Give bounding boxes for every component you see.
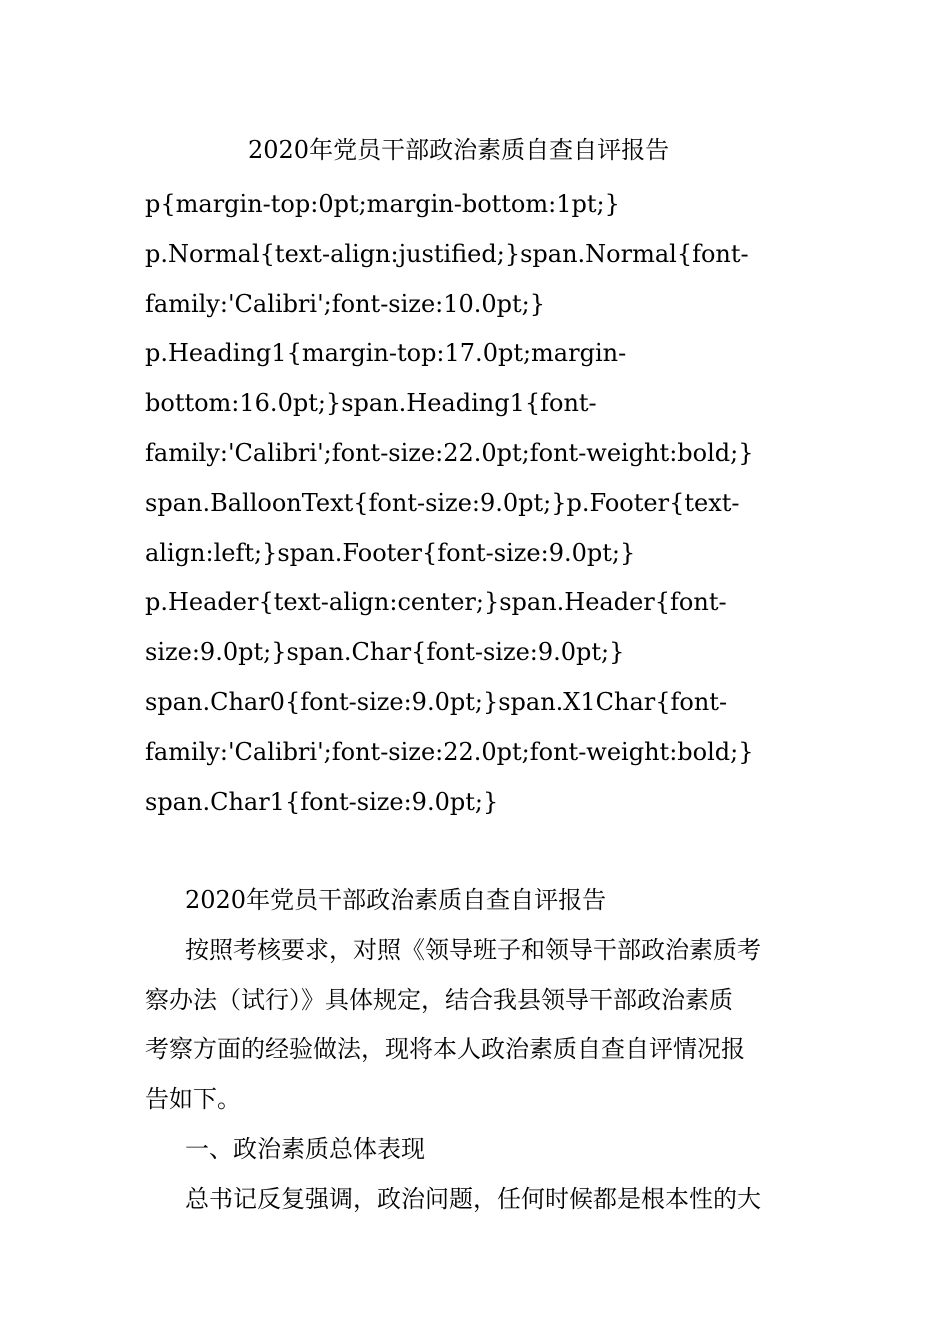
- style-dump-line: p{margin-top:0pt;margin-bottom:1pt;}: [145, 190, 620, 218]
- style-dump-line: size:9.0pt;}span.Char{font-size:9.0pt;}: [145, 638, 625, 667]
- section-paragraph-line: 总书记反复强调，政治问题，任何时候都是根本性的大: [185, 1184, 761, 1213]
- section-heading: 一、政治素质总体表现: [185, 1134, 425, 1163]
- style-dump-block: [145, 180, 810, 827]
- style-dump-line: span.Char1{font-size:9.0pt;}: [145, 787, 499, 816]
- style-dump-line: family:'Calibri';font-size:22.0pt;font-weight:bold;}: [145, 438, 754, 467]
- style-dump-line: bottom:16.0pt;}span.Heading1{font-: [145, 389, 597, 418]
- style-dump-line: align:left;}span.Footer{font-size:9.0pt;}: [145, 538, 636, 567]
- style-dump-line: span.Char0{font-size:9.0pt;}span.X1Char{font-: [145, 687, 728, 716]
- intro-paragraph-line: 考察方面的经验做法，现将本人政治素质自查自评情况报: [145, 1035, 745, 1064]
- body-heading: 2020年党员干部政治素质自查自评报告: [185, 886, 607, 914]
- report-body: [145, 876, 810, 1225]
- intro-paragraph-line: 告如下。: [145, 1085, 241, 1114]
- style-dump-line: p.Normal{text-align:justified;}span.Normal{font-: [145, 239, 749, 268]
- style-dump-line: p.Header{text-align:center;}span.Header{font-: [145, 588, 727, 617]
- intro-paragraph-line: 察办法（试行）》具体规定，结合我县领导干部政治素质: [145, 985, 733, 1014]
- style-dump-line: p.Heading1{margin-top:17.0pt;margin-: [145, 339, 627, 368]
- document-title: 2020年党员干部政治素质自查自评报告: [248, 136, 670, 164]
- style-dump-line: family:'Calibri';font-size:10.0pt;}: [145, 289, 546, 318]
- intro-paragraph-line: 按照考核要求，对照《领导班子和领导干部政治素质考: [185, 935, 761, 964]
- style-dump-line: family:'Calibri';font-size:22.0pt;font-weight:bold;}: [145, 737, 754, 766]
- style-dump-line: span.BalloonText{font-size:9.0pt;}p.Footer{text-: [145, 488, 740, 517]
